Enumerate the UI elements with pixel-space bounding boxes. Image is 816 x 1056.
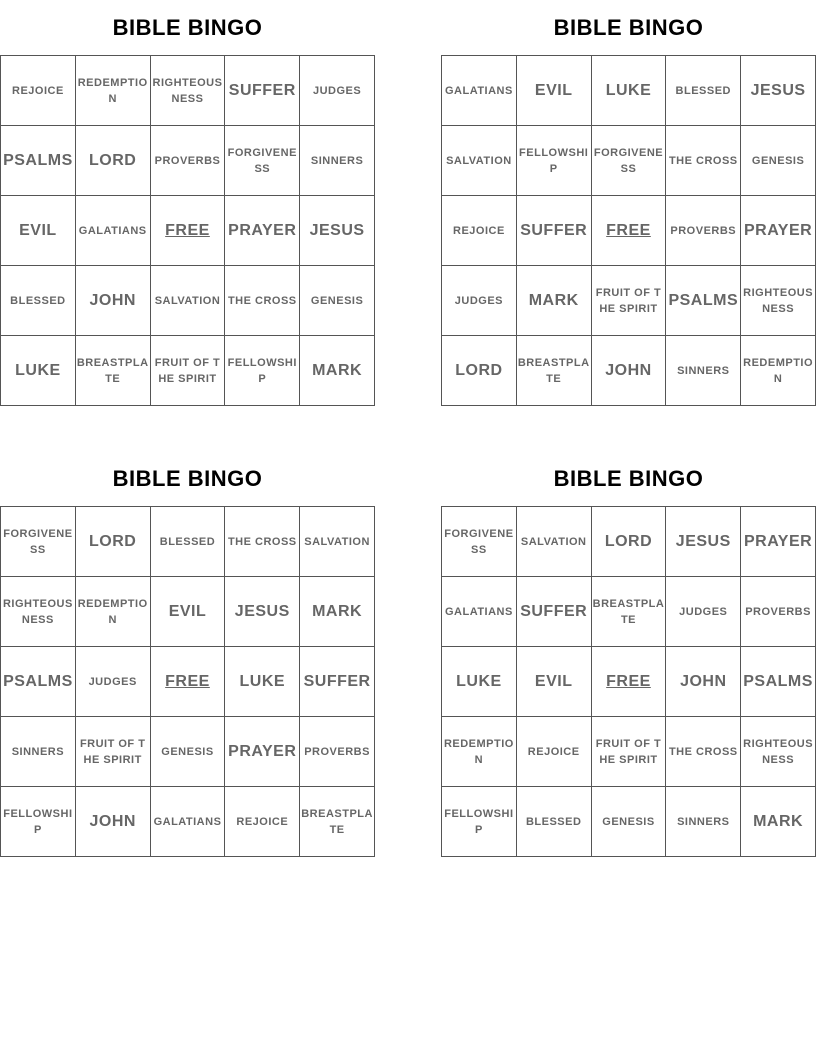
free-space: FREE: [151, 647, 226, 717]
bingo-cell: THE CROSS: [666, 717, 741, 787]
bingo-cell: PRAYER: [225, 717, 300, 787]
bingo-cell: BREASTPLATE: [592, 577, 667, 647]
bingo-cell: SINNERS: [300, 126, 375, 196]
bingo-cell: REDEMPTION: [76, 56, 151, 126]
bingo-cell: FELLOWSHIP: [442, 787, 517, 857]
bingo-cell: PROVERBS: [300, 717, 375, 787]
bingo-cell: FORGIVENESS: [1, 507, 76, 577]
bingo-cell: LORD: [76, 507, 151, 577]
bingo-cell: FELLOWSHIP: [225, 336, 300, 406]
bingo-cell: FORGIVENESS: [225, 126, 300, 196]
bingo-cell: LUKE: [592, 56, 667, 126]
bingo-cell: JOHN: [76, 266, 151, 336]
bingo-cell: SALVATION: [151, 266, 226, 336]
bingo-card-4: [441, 451, 816, 857]
bingo-cell: EVIL: [1, 196, 76, 266]
bingo-card-3: [0, 451, 375, 857]
bingo-cell: EVIL: [517, 647, 592, 717]
bingo-cell: GALATIANS: [442, 56, 517, 126]
bingo-cell: MARK: [741, 787, 816, 857]
bingo-cell: PSALMS: [666, 266, 741, 336]
bingo-cell: PSALMS: [1, 647, 76, 717]
bingo-cell: FRUIT OF THE SPIRIT: [76, 717, 151, 787]
bingo-cell: PRAYER: [225, 196, 300, 266]
bingo-cell: FELLOWSHIP: [517, 126, 592, 196]
bingo-cell: REDEMPTION: [76, 577, 151, 647]
bingo-card-2: [441, 0, 816, 406]
bingo-grid: [0, 55, 375, 406]
card-title: BIBLE BINGO: [112, 466, 263, 491]
bingo-cell: JUDGES: [666, 577, 741, 647]
bingo-cell: JOHN: [666, 647, 741, 717]
bingo-cell: REJOICE: [1, 56, 76, 126]
bingo-cell: LORD: [442, 336, 517, 406]
bingo-cell: SUFFER: [517, 577, 592, 647]
bingo-cell: SUFFER: [300, 647, 375, 717]
bingo-cell: PROVERBS: [741, 577, 816, 647]
bingo-grid: [441, 506, 816, 857]
bingo-cell: JESUS: [300, 196, 375, 266]
bingo-cell: JESUS: [741, 56, 816, 126]
bingo-grid: [0, 506, 375, 857]
bingo-cell: BLESSED: [1, 266, 76, 336]
bingo-cell: FRUIT OF THE SPIRIT: [592, 717, 667, 787]
bingo-cell: GALATIANS: [442, 577, 517, 647]
bingo-cell: BREASTPLATE: [300, 787, 375, 857]
bingo-cell: JOHN: [592, 336, 667, 406]
bingo-cell: FORGIVENESS: [592, 126, 667, 196]
bingo-card-1: [0, 0, 375, 406]
bingo-cell: PROVERBS: [666, 196, 741, 266]
bingo-cell: SINNERS: [1, 717, 76, 787]
bingo-cell: SALVATION: [517, 507, 592, 577]
bingo-grid: [441, 55, 816, 406]
card-title: BIBLE BINGO: [553, 466, 704, 491]
bingo-cell: GENESIS: [741, 126, 816, 196]
bingo-cell: JOHN: [76, 787, 151, 857]
bingo-cell: GENESIS: [151, 717, 226, 787]
bingo-cell: SUFFER: [225, 56, 300, 126]
bingo-cell: LUKE: [442, 647, 517, 717]
bingo-cell: REDEMPTION: [442, 717, 517, 787]
bingo-cell: EVIL: [517, 56, 592, 126]
bingo-cell: FRUIT OF THE SPIRIT: [592, 266, 667, 336]
bingo-cell: PSALMS: [741, 647, 816, 717]
bingo-cell: REJOICE: [517, 717, 592, 787]
bingo-cell: RIGHTEOUSNESS: [151, 56, 226, 126]
bingo-cell: GENESIS: [300, 266, 375, 336]
bingo-cell: THE CROSS: [666, 126, 741, 196]
bingo-cell: BREASTPLATE: [76, 336, 151, 406]
bingo-cell: MARK: [517, 266, 592, 336]
bingo-cell: MARK: [300, 577, 375, 647]
free-space: FREE: [592, 647, 667, 717]
bingo-cell: FELLOWSHIP: [1, 787, 76, 857]
bingo-cell: GENESIS: [592, 787, 667, 857]
bingo-cell: SINNERS: [666, 336, 741, 406]
bingo-cell: GALATIANS: [151, 787, 226, 857]
bingo-cell: SALVATION: [300, 507, 375, 577]
bingo-cell: JESUS: [666, 507, 741, 577]
bingo-cell: BLESSED: [517, 787, 592, 857]
bingo-cell: RIGHTEOUSNESS: [741, 266, 816, 336]
bingo-cell: SALVATION: [442, 126, 517, 196]
bingo-cell: RIGHTEOUSNESS: [741, 717, 816, 787]
bingo-cell: PROVERBS: [151, 126, 226, 196]
bingo-cell: LORD: [76, 126, 151, 196]
bingo-cell: REJOICE: [442, 196, 517, 266]
bingo-cell: JUDGES: [300, 56, 375, 126]
bingo-cell: EVIL: [151, 577, 226, 647]
bingo-cell: PRAYER: [741, 507, 816, 577]
free-space: FREE: [151, 196, 226, 266]
bingo-cell: RIGHTEOUSNESS: [1, 577, 76, 647]
bingo-cell: GALATIANS: [76, 196, 151, 266]
bingo-cell: LORD: [592, 507, 667, 577]
bingo-cell: THE CROSS: [225, 507, 300, 577]
card-title: BIBLE BINGO: [553, 15, 704, 40]
bingo-cell: SUFFER: [517, 196, 592, 266]
free-space: FREE: [592, 196, 667, 266]
bingo-cell: JUDGES: [442, 266, 517, 336]
bingo-cell: FRUIT OF THE SPIRIT: [151, 336, 226, 406]
bingo-cell: REJOICE: [225, 787, 300, 857]
bingo-cell: THE CROSS: [225, 266, 300, 336]
bingo-cell: LUKE: [225, 647, 300, 717]
bingo-cell: FORGIVENESS: [442, 507, 517, 577]
bingo-cell: MARK: [300, 336, 375, 406]
card-title: BIBLE BINGO: [112, 15, 263, 40]
bingo-cell: PRAYER: [741, 196, 816, 266]
bingo-cell: JUDGES: [76, 647, 151, 717]
bingo-cell: JESUS: [225, 577, 300, 647]
bingo-cell: BREASTPLATE: [517, 336, 592, 406]
bingo-cell: SINNERS: [666, 787, 741, 857]
bingo-cell: LUKE: [1, 336, 76, 406]
bingo-cell: BLESSED: [151, 507, 226, 577]
bingo-cell: PSALMS: [1, 126, 76, 196]
bingo-cell: BLESSED: [666, 56, 741, 126]
bingo-cell: REDEMPTION: [741, 336, 816, 406]
